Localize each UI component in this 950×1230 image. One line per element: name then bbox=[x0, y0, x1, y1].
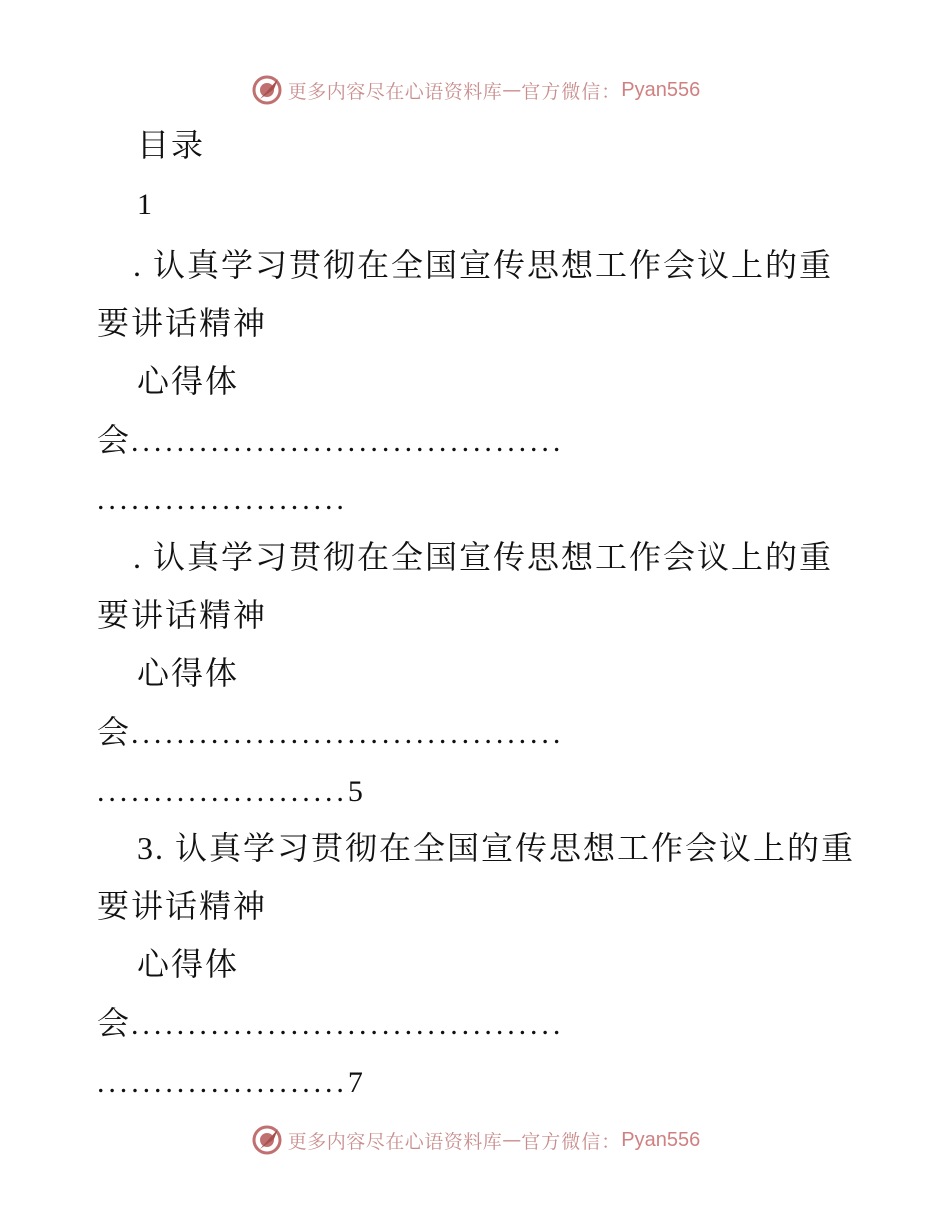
watermark-text: 更多内容尽在心语资料库 bbox=[287, 1130, 503, 1153]
toc-entry-leader-line: ......................7 bbox=[97, 1066, 365, 1099]
header-watermark bbox=[0, 70, 950, 110]
watermark-separator: — bbox=[502, 79, 522, 101]
watermark-wechat-id: Pyan556 bbox=[621, 1128, 701, 1151]
toc-entry-title-line: 要讲话精神 bbox=[97, 596, 268, 634]
toc-title: 目录 bbox=[137, 126, 206, 164]
watermark-wechat-id: Pyan556 bbox=[621, 78, 701, 101]
toc-entry-title-line: 要讲话精神 bbox=[97, 887, 268, 925]
toc-entry-title-line: 要讲话精神 bbox=[97, 304, 268, 342]
footer-watermark bbox=[0, 1120, 950, 1160]
watermark-wechat-label: 官方微信： bbox=[521, 80, 622, 103]
toc-entry-leader-line: 会...................................... bbox=[97, 1004, 565, 1042]
watermark-wechat-label: 官方微信： bbox=[521, 1130, 622, 1153]
watermark-separator: — bbox=[502, 1129, 522, 1151]
toc-entry-title-line: 心得体 bbox=[137, 362, 240, 400]
toc-entry-leader-line: 会...................................... bbox=[97, 421, 565, 459]
toc-entry-title-line: 3. 认真学习贯彻在全国宣传思想工作会议上的重 bbox=[137, 829, 856, 867]
toc-entry-page: 5 bbox=[347, 775, 365, 808]
watermark-text: 更多内容尽在心语资料库 bbox=[287, 80, 503, 103]
quill-logo-icon bbox=[250, 1123, 284, 1157]
toc-entry-page: 7 bbox=[347, 1066, 365, 1099]
toc-entry-title-line: . 认真学习贯彻在全国宣传思想工作会议上的重 bbox=[133, 538, 834, 576]
quill-logo-icon bbox=[250, 73, 284, 107]
toc-first-number: 1 bbox=[137, 188, 154, 221]
toc-entry-title-line: . 认真学习贯彻在全国宣传思想工作会议上的重 bbox=[133, 246, 834, 284]
toc-entry-title-line: 心得体 bbox=[137, 945, 240, 983]
toc-entry-leader-line: 会...................................... bbox=[97, 713, 565, 751]
toc-entry-leader-line: ...................... bbox=[97, 483, 348, 516]
toc-entry-leader-line: ......................5 bbox=[97, 775, 365, 808]
toc-entry-title-line: 心得体 bbox=[137, 654, 240, 692]
